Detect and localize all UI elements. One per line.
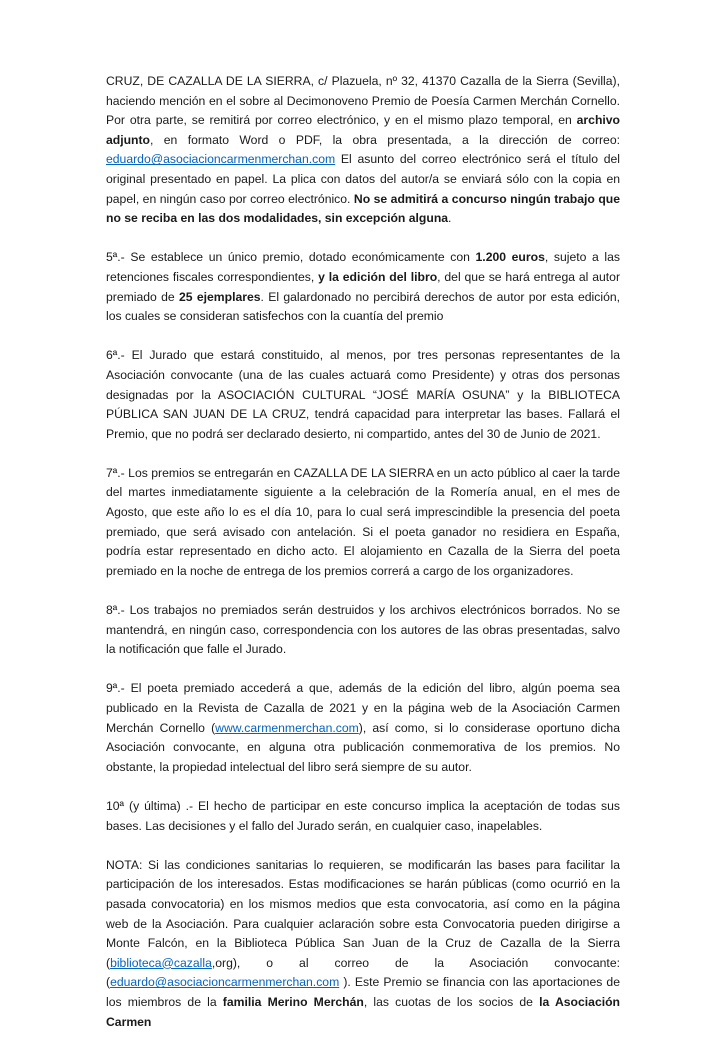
- website-link[interactable]: www.carmenmerchan.com: [215, 720, 359, 735]
- bold-text: 25 ejemplares: [178, 289, 261, 304]
- bold-text: la Asociación Carmen: [106, 994, 620, 1029]
- paragraph-rule-8: 8ª.- Los trabajos no premiados serán destruidos y los archivos electrónicos borrados. No se mantendrá, en ningún caso, correspondencia con los autores de las obras presentadas, salvo la notificación que falle el Jurado.: [106, 603, 620, 657]
- text: 9ª.- El poeta premiado accederá a que, además de la edición del libro, algún poema sea publicado en la Revista de Cazalla de 2021 y en la página web de la Asociación Carmen Merchán Cornello (: [106, 681, 620, 735]
- text: . El galardonado no percibirá derechos de autor por esta edición, los cuales se consideran satisfechos con la cuantía del premio: [106, 289, 621, 324]
- text: .: [448, 211, 452, 226]
- text: El asunto del correo electrónico será el título del original presentado en papel. La plica con datos del autor/a se enviará sólo con la copia en papel, en ningún caso por correo electrónico.: [106, 152, 620, 206]
- text: , en formato Word o PDF, la obra presentada, a la dirección de correo:: [150, 132, 620, 147]
- paragraph-rule-7: 7ª.- Los premios se entregarán en CAZALLA DE LA SIERRA en un acto público al caer la tarde del martes inmediatamente siguiente a la celebración de la Romería anual, en el mes de Agosto, que este año lo es el día 10, para lo cual será imprescindible la presencia del poeta premiado, que será avisado con antelación. Si el poeta ganador no residiera en España, podría estar representado en dicho acto. El alojamiento en Cazalla de la Sierra del poeta premiado en la noche de entrega de los premios correrá a cargo de los organizadores.: [106, 465, 620, 578]
- text: 5ª.- Se establece un único premio, dotado económicamente con: [106, 250, 476, 265]
- paragraph-nota: [106, 856, 620, 1032]
- text: , del que se hará entrega al autor premiado de: [106, 269, 620, 304]
- paragraph-rule-9: [106, 679, 620, 777]
- text: , las cuotas de los socios de: [363, 994, 540, 1009]
- email-link[interactable]: eduardo@asociacioncarmenmerchan.com: [110, 975, 340, 990]
- paragraph-rule-5: [106, 248, 620, 326]
- bold-text: y la edición del libro: [318, 269, 438, 284]
- text: ,org), o al correo de la Asociación convocante: (: [106, 955, 620, 990]
- document-page: [106, 72, 620, 1052]
- text: , sujeto a las retenciones fiscales correspondientes,: [106, 250, 621, 284]
- text: ), así como, si lo considerase oportuno dicha Asociación convocante, en alguna otra publicación conmemorativa de los premios. No obstante, la propiedad intelectual del libro será siempre de su autor.: [106, 720, 620, 774]
- bold-text: familia Merino Merchán: [222, 994, 364, 1009]
- paragraph-rule-6: 6ª.- El Jurado que estará constituido, al menos, por tres personas representantes de la Asociación convocante (una de las cuales actuará como Presidente) y otras dos personas designadas por la ASOCIACIÓN CULTURAL “JOSÉ MARÍA OSUNA” y la BIBLIOTECA PÚBLICA SAN JUAN DE LA CRUZ, tendrá capacidad para interpretar las bases. Fallará el Premio, que no podrá ser declarado desierto, ni compartido, antes del 30 de Junio de 2021.: [106, 348, 620, 441]
- bold-text: No se admitirá a concurso ningún trabajo que no se reciba en las dos modalidades, sin excepción alguna: [106, 191, 620, 226]
- text: ). Este Premio se financia con las aportaciones de los miembros de la: [106, 975, 620, 1009]
- text: NOTA: Si las condiciones sanitarias lo requieren, se modificarán las bases para facilitar la participación de los interesados. Estas modificaciones se harán públicas (como ocurrió en la pasada convocatoria) en los mismos medios que esta convocatoria, así como en la página web de la Asociación. Para cualquier aclaración sobre esta Convocatoria pueden dirigirse a Monte Falcón, en la Biblioteca Pública San Juan de la Cruz de Cazalla de la Sierra (: [106, 857, 620, 970]
- paragraph-rule-10: 10ª (y última) .- El hecho de participar en este concurso implica la aceptación de todas sus bases. Las decisiones y el fallo del Jurado serán, en cualquier caso, inapelables.: [106, 798, 620, 833]
- text: CRUZ, DE CAZALLA DE LA SIERRA, c/ Plazuela, nº 32, 41370 Cazalla de la Sierra (Sevilla), haciendo mención en el sobre al Decimonoveno Premio de Poesía Carmen Merchán Cornello. Por otra parte, se remitirá por correo electrónico, y en el mismo plazo temporal, en: [106, 74, 620, 128]
- email-link[interactable]: eduardo@asociacioncarmenmerchan.com: [106, 152, 336, 167]
- bold-text: archivo adjunto: [106, 113, 620, 147]
- bold-text: 1.200 euros: [475, 250, 545, 265]
- paragraph-submission: [106, 72, 620, 229]
- library-email-link[interactable]: biblioteca@cazalla: [110, 955, 212, 970]
